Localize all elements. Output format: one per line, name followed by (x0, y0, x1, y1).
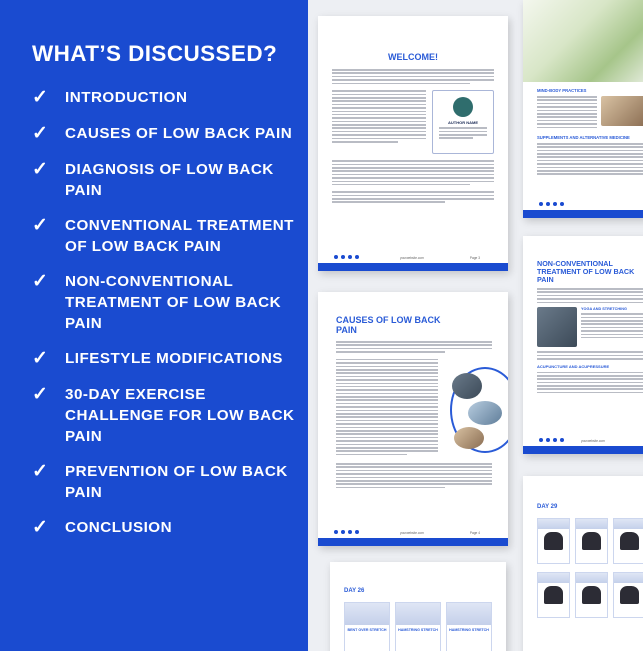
exercise-card (575, 518, 608, 564)
topic-item (32, 461, 308, 503)
day-29-title: DAY 29 (537, 504, 558, 510)
causes-page-preview (318, 292, 508, 546)
social-icons (334, 530, 359, 534)
welcome-page-preview (318, 16, 508, 271)
page-preview-collage (308, 0, 643, 651)
acupuncture-heading: ACUPUNCTURE AND ACUPRESSURE (537, 363, 610, 369)
yoga-photo (537, 307, 577, 347)
exercise-card (613, 518, 643, 564)
social-icons (539, 438, 564, 442)
check-icon: ✓ (32, 348, 48, 369)
check-icon: ✓ (32, 384, 48, 405)
mind-body-page-preview (523, 0, 643, 218)
leaf-photo (523, 0, 643, 82)
topic-label: INTRODUCTION (65, 89, 188, 106)
meditation-photo (601, 96, 643, 126)
welcome-body-text (332, 160, 494, 203)
page-footer-bar (318, 263, 508, 271)
topics-panel (0, 0, 308, 651)
check-icon: ✓ (32, 215, 48, 236)
exercise-label: HAMSTRING STRETCH (449, 628, 489, 632)
author-label: AUTHOR NAME (448, 120, 478, 126)
check-icon: ✓ (32, 159, 48, 180)
page-number: Page 4 (469, 531, 480, 535)
topic-item (32, 123, 308, 145)
check-icon: ✓ (32, 271, 48, 292)
yoga-heading: YOGA AND STRETCHING (581, 307, 627, 312)
day-29-page-preview (523, 476, 643, 651)
page-number: Page 3 (469, 256, 480, 260)
back-pain-photo-3 (454, 427, 484, 449)
topic-item (32, 87, 308, 109)
exercise-card (575, 572, 608, 618)
social-icons (539, 202, 564, 206)
topic-item (32, 159, 308, 201)
page-footer-bar (523, 210, 643, 218)
topic-item (32, 348, 308, 370)
topic-label: PREVENTION OF LOW BACK PAIN (65, 463, 288, 501)
footer-url: yourwebsite.com (400, 531, 424, 535)
exercise-label: HAMSTRING STRETCH (398, 628, 438, 632)
exercise-card (395, 602, 441, 651)
back-pain-photo-1 (452, 373, 482, 399)
footer-url: yourwebsite.com (581, 439, 605, 443)
exercise-card (537, 518, 570, 564)
mind-body-heading: MIND-BODY PRACTICES (537, 88, 587, 93)
day-26-page-preview (330, 562, 506, 651)
author-card (432, 90, 494, 154)
non-conventional-page-preview (523, 236, 643, 454)
supplements-heading: SUPPLEMENTS AND ALTERNATIVE MEDICINE (537, 134, 630, 140)
check-icon: ✓ (32, 123, 48, 144)
back-pain-illustration (444, 367, 508, 453)
check-icon: ✓ (32, 517, 48, 538)
author-avatar (453, 97, 473, 117)
social-icons (334, 255, 359, 259)
welcome-body-text (332, 90, 426, 154)
non-conventional-title: NON-CONVENTIONAL TREATMENT OF LOW BACK PAIN (537, 259, 635, 284)
panel-title: WHAT’S DISCUSSED? (32, 41, 278, 66)
page-footer-bar (523, 446, 643, 454)
topic-item (32, 384, 308, 447)
page-footer-bar (318, 538, 508, 546)
topic-label: CONVENTIONAL TREATMENT OF LOW BACK PAIN (65, 217, 294, 255)
topics-list (32, 87, 308, 539)
exercise-card (344, 602, 390, 651)
topic-label: 30-DAY EXERCISE CHALLENGE FOR LOW BACK PAIN (65, 386, 295, 445)
topic-item (32, 215, 308, 257)
day-26-title: DAY 26 (344, 588, 365, 594)
check-icon: ✓ (32, 87, 48, 108)
topic-item (32, 517, 308, 539)
topic-label: NON-CONVENTIONAL TREATMENT OF LOW BACK PAIN (65, 273, 282, 332)
exercise-card (613, 572, 643, 618)
topic-label: CAUSES OF LOW BACK PAIN (65, 125, 293, 142)
topic-label: LIFESTYLE MODIFICATIONS (65, 350, 283, 367)
topic-label: DIAGNOSIS OF LOW BACK PAIN (65, 161, 274, 199)
welcome-title: WELCOME! (388, 52, 438, 62)
footer-url: yourwebsite.com (400, 256, 424, 260)
exercise-card (537, 572, 570, 618)
topic-item (32, 271, 308, 334)
exercise-label: BENT OVER STRETCH (347, 628, 387, 632)
topic-label: CONCLUSION (65, 519, 173, 536)
exercise-card (446, 602, 492, 651)
causes-title: CAUSES OF LOW BACK PAIN (336, 315, 441, 335)
back-pain-photo-2 (468, 401, 502, 425)
check-icon: ✓ (32, 461, 48, 482)
welcome-body-text (332, 69, 494, 84)
